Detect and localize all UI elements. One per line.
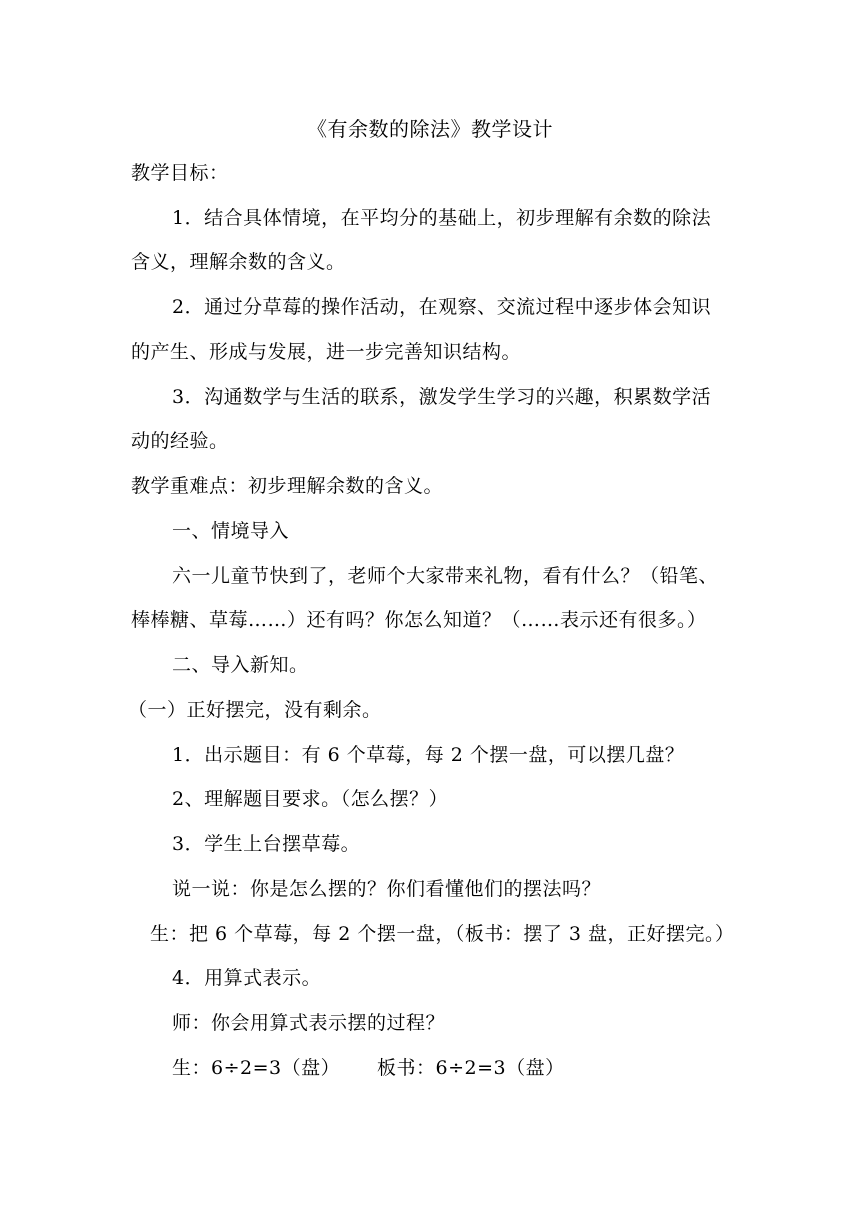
- paragraph-line: 2、理解题目要求。（怎么摆？）: [172, 788, 449, 810]
- key-points-line: 教学重难点：初步理解余数的含义。: [131, 475, 444, 497]
- paragraph-line: 的产生、形成与发展，进一步完善知识结构。: [131, 341, 522, 363]
- paragraph-line: 4．用算式表示。: [172, 967, 322, 989]
- paragraph-line: 1．出示题目：有 6 个草莓，每 2 个摆一盘，可以摆几盘？: [172, 744, 685, 766]
- paragraph-line: 动的经验。: [131, 430, 229, 452]
- subsection-heading: （一）正好摆完，没有剩余。: [128, 699, 382, 721]
- paragraph-line: 说一说：你是怎么摆的？你们看懂他们的摆法吗？: [172, 878, 602, 900]
- paragraph-line: 2．通过分草莓的操作活动，在观察、交流过程中逐步体会知识: [172, 296, 712, 318]
- document-title: 《有余数的除法》教学设计: [307, 117, 553, 141]
- section-heading-new-knowledge: 二、导入新知。: [172, 654, 309, 676]
- paragraph-line: 3．沟通数学与生活的联系，激发学生学习的兴趣，积累数学活: [172, 386, 712, 408]
- student-equation: 生：6÷2=3（盘）: [172, 1057, 341, 1079]
- paragraph-line: 含义，理解余数的含义。: [131, 251, 346, 273]
- paragraph-line: 棒棒糖、草莓……）还有吗？你怎么知道？（……表示还有很多。）: [131, 609, 707, 631]
- paragraph-line: 师：你会用算式表示摆的过程？: [172, 1012, 446, 1034]
- board-equation: 板书：6÷2=3（盘）: [377, 1057, 565, 1079]
- paragraph-line: 六一儿童节快到了，老师个大家带来礼物，看有什么？（铅笔、: [172, 565, 719, 587]
- section-heading-intro: 一、情境导入: [172, 520, 290, 542]
- paragraph-line: 生：把 6 个草莓，每 2 个摆一盘，（板书：摆了 3 盘，正好摆完。）: [150, 923, 735, 945]
- section-heading-objectives: 教学目标：: [131, 162, 229, 184]
- paragraph-line: 3．学生上台摆草莓。: [172, 833, 361, 855]
- paragraph-line: 1．结合具体情境，在平均分的基础上，初步理解有余数的除法: [172, 207, 712, 229]
